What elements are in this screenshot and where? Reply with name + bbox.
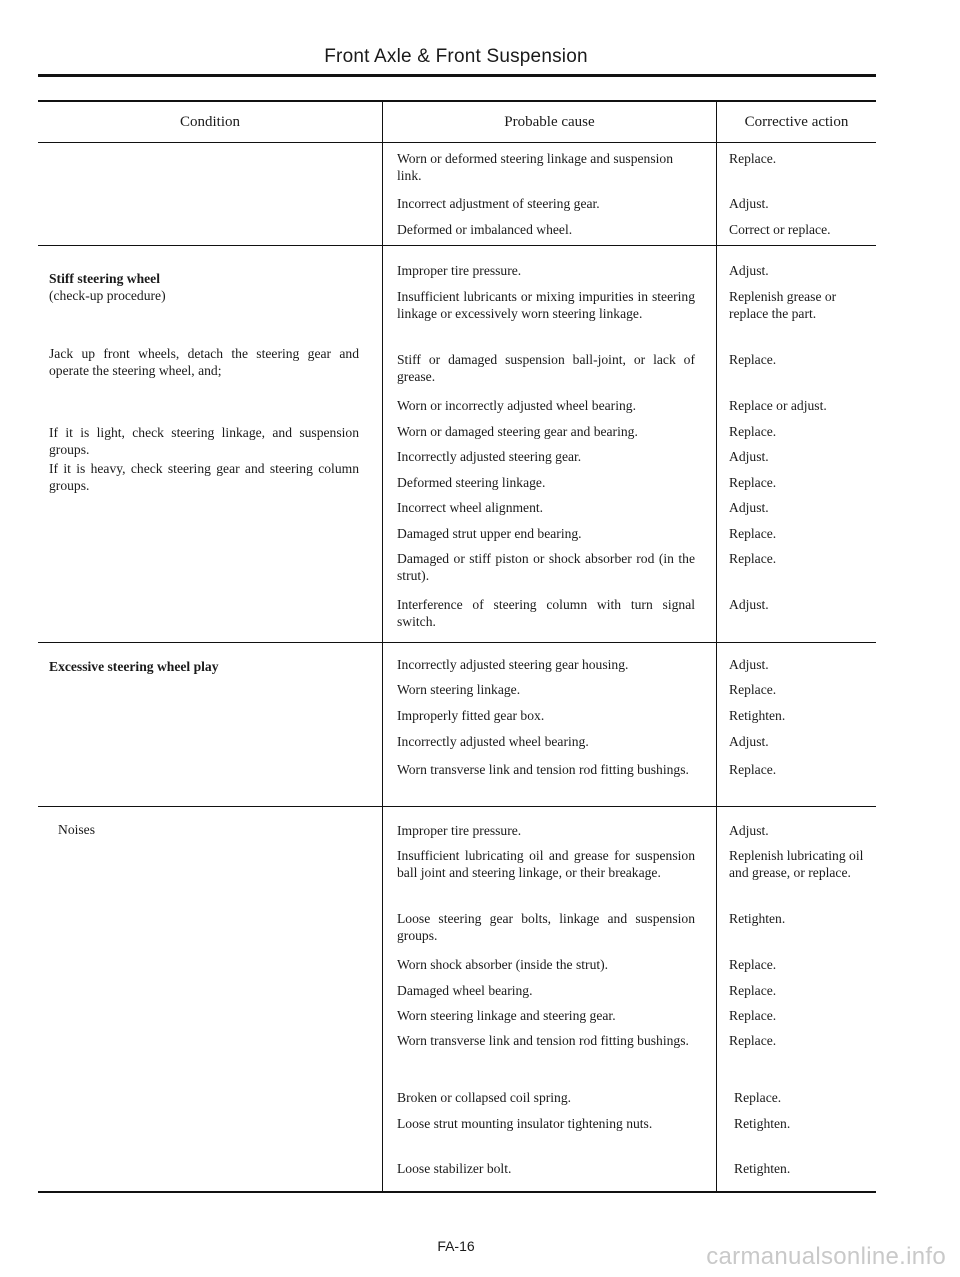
cause-item: Loose stabilizer bolt.	[397, 1161, 512, 1176]
cause-item: Incorrect adjustment of steering gear.	[397, 196, 600, 211]
cause-item: Deformed or imbalanced wheel.	[397, 222, 573, 237]
action-item: Replace.	[734, 1090, 782, 1105]
action-item: Replace.	[729, 424, 777, 439]
group-divider	[38, 642, 876, 643]
page-title: Front Axle & Front Suspension	[324, 46, 588, 67]
action-item: Replace.	[729, 957, 777, 972]
cause-item: Interference of steering column with turn signal switch.	[397, 597, 695, 629]
cause-item: Worn steering linkage.	[397, 682, 521, 697]
condition-description: If it is light, check steering linkage, and suspension groups.	[49, 425, 359, 457]
cause-item: Worn transverse link and tension rod fitting bushings.	[397, 1033, 689, 1048]
action-item: Adjust.	[729, 734, 769, 749]
cause-item: Broken or collapsed coil spring.	[397, 1090, 572, 1105]
watermark: carmanualsonline.info	[706, 1243, 946, 1270]
action-item: Adjust.	[729, 196, 769, 211]
action-item: Retighten.	[734, 1116, 791, 1131]
column-header-condition: Condition	[179, 114, 240, 130]
group-divider	[38, 245, 876, 246]
action-item: Replace.	[729, 682, 777, 697]
cause-item: Incorrectly adjusted steering gear.	[397, 449, 582, 464]
column-divider	[716, 100, 717, 1193]
cause-item: Improper tire pressure.	[397, 263, 522, 278]
action-item: Adjust.	[729, 597, 769, 612]
cause-item: Insufficient lubricating oil and grease for suspension ball joint and steering linkage, or their breakage.	[397, 848, 695, 880]
condition-description: If it is heavy, check steering gear and steering column groups.	[49, 461, 359, 493]
cause-item: Improperly fitted gear box.	[397, 708, 545, 723]
action-item: Replace.	[729, 526, 777, 541]
action-item: Replace.	[729, 151, 777, 166]
action-item: Replace.	[729, 352, 777, 367]
table-top-rule	[38, 100, 876, 102]
cause-item: Worn steering linkage and steering gear.	[397, 1008, 616, 1023]
page-number: FA-16	[437, 1238, 475, 1254]
condition-title: Noises	[58, 822, 96, 837]
cause-item: Worn transverse link and tension rod fitting bushings.	[397, 762, 689, 777]
action-item: Retighten.	[729, 708, 786, 723]
action-item: Retighten.	[734, 1161, 791, 1176]
condition-title: Stiff steering wheel	[49, 271, 160, 286]
cause-item: Worn or damaged steering gear and bearing.	[397, 424, 638, 439]
action-item: Retighten.	[729, 911, 786, 926]
action-item: Replace.	[729, 475, 777, 490]
cause-item: Stiff or damaged suspension ball-joint, or lack of grease.	[397, 352, 695, 384]
group-divider	[38, 806, 876, 807]
action-item: Adjust.	[729, 500, 769, 515]
table-bottom-rule	[38, 1191, 876, 1193]
cause-item: Damaged strut upper end bearing.	[397, 526, 582, 541]
condition-description: Jack up front wheels, detach the steering gear and operate the steering wheel, and;	[49, 346, 359, 378]
action-item: Replace.	[729, 551, 777, 566]
cause-item: Deformed steering linkage.	[397, 475, 546, 490]
cause-item: Loose steering gear bolts, linkage and suspension groups.	[397, 911, 695, 943]
cause-item: Improper tire pressure.	[397, 823, 522, 838]
action-item: Correct or replace.	[729, 222, 831, 237]
action-item: Replenish grease or replace the part.	[729, 289, 837, 321]
header-rule	[38, 74, 876, 77]
cause-item: Damaged wheel bearing.	[397, 983, 533, 998]
action-item: Replace or adjust.	[729, 398, 827, 413]
cause-item: Worn or deformed steering linkage and suspension link.	[397, 151, 673, 183]
action-item: Replace.	[729, 1033, 777, 1048]
column-divider	[382, 100, 383, 1193]
cause-item: Loose strut mounting insulator tightening nuts.	[397, 1116, 653, 1131]
cause-item: Worn shock absorber (inside the strut).	[397, 957, 609, 972]
action-item: Adjust.	[729, 263, 769, 278]
cause-item: Incorrectly adjusted wheel bearing.	[397, 734, 589, 749]
condition-title: Excessive steering wheel play	[49, 659, 219, 674]
action-item: Replenish lubricating oil and grease, or replace.	[729, 848, 864, 880]
action-item: Adjust.	[729, 449, 769, 464]
action-item: Replace.	[729, 983, 777, 998]
column-header-probable-cause: Probable cause	[504, 114, 595, 130]
cause-item: Damaged or stiff piston or shock absorber rod (in the strut).	[397, 551, 695, 583]
action-item: Adjust.	[729, 657, 769, 672]
cause-item: Incorrectly adjusted steering gear housing.	[397, 657, 629, 672]
condition-subtitle: (check-up procedure)	[49, 288, 166, 303]
action-item: Replace.	[729, 762, 777, 777]
cause-item: Incorrect wheel alignment.	[397, 500, 544, 515]
action-item: Adjust.	[729, 823, 769, 838]
column-header-corrective-action: Corrective action	[744, 114, 849, 130]
cause-item: Insufficient lubricants or mixing impurities in steering linkage or excessively worn steering linkage.	[397, 289, 695, 321]
header-row-rule	[38, 142, 876, 143]
action-item: Replace.	[729, 1008, 777, 1023]
cause-item: Worn or incorrectly adjusted wheel bearing.	[397, 398, 636, 413]
